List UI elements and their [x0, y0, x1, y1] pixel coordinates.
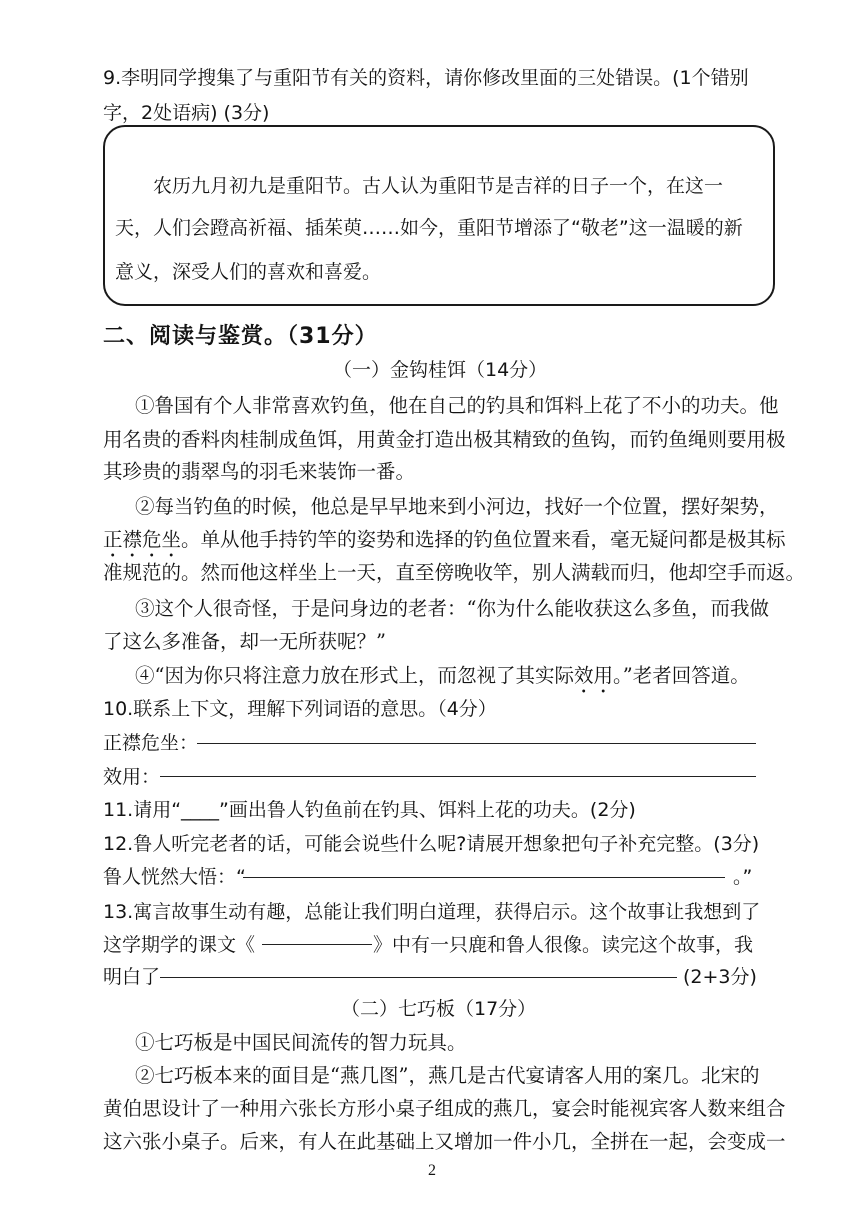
- q13-line-2-post: 》中有一只鹿和鲁人很像。读完这个故事，我: [373, 934, 754, 956]
- passage-1-title: （一）金钩桂饵（14分）: [333, 359, 548, 381]
- p2-emphasized-term: 正襟危坐: [103, 528, 182, 551]
- p2-2-line-1: ②七巧板本来的面目是“燕几图”，燕几是古代宴请客人用的案几。北宋的: [135, 1064, 760, 1087]
- q10-text: 10.联系上下文，理解下列词语的意思。（4分）: [103, 698, 497, 720]
- q12-answer-line[interactable]: [243, 877, 725, 878]
- page-number: 2: [428, 1162, 436, 1179]
- q10-answer-line-2[interactable]: [160, 776, 756, 777]
- box-line-3: 意义，深受人们的喜欢和喜爱。: [115, 261, 382, 283]
- q13-line-1: 13.寓言故事生动有趣，总能让我们明白道理，获得启示。这个故事让我想到了: [103, 901, 761, 923]
- q12-end: 。”: [733, 866, 753, 888]
- p3-line-2: 了这么多准备，却一无所获呢？”: [103, 630, 386, 653]
- box-line-2: 天，人们会蹬高祈福、插茱萸……如今，重阳节增添了“敬老”这一温暖的新: [115, 217, 743, 239]
- p1-line-2: 用名贵的香料肉桂制成鱼饵，用黄金打造出极其精致的鱼钩，而钓鱼绳则要用极: [103, 428, 786, 451]
- q13-answer-line[interactable]: [160, 977, 677, 978]
- q12-text: 12.鲁人听完老者的话，可能会说些什么呢?请展开想象把句子补充完整。(3分): [103, 833, 760, 855]
- box-line-1: 农历九月初九是重阳节。古人认为重阳节是吉祥的日子一个，在这一: [153, 175, 724, 197]
- q13-lesson-blank[interactable]: [262, 944, 372, 945]
- q12-lead: 鲁人恍然大悟：“: [103, 866, 246, 888]
- p2-line-1: ②每当钓鱼的时候，他总是早早地来到小河边，找好一个位置，摆好架势，: [135, 495, 779, 518]
- q10-term-2: 效用：: [103, 766, 161, 788]
- q9-line-2: 字，2处语病) (3分): [103, 102, 270, 124]
- q10-term-1: 正襟危坐：: [103, 732, 199, 754]
- section-2-title: 二、阅读与鉴赏。（31分）: [103, 324, 378, 349]
- p2-line-2-rest: 。单从他手持钓竿的姿势和选择的钓鱼位置来看，毫无疑问都是极其标: [181, 528, 786, 551]
- p4-line: [135, 660, 750, 698]
- passage-2-title: （二）七巧板（17分）: [341, 998, 537, 1020]
- p3-line-1: ③这个人很奇怪，于是问身边的老者：“你为什么能收获这么多鱼，而我做: [135, 597, 769, 620]
- p2-2-line-3: 这六张小桌子。后来，有人在此基础上又增加一件小几，全拼在一起，会变成一: [103, 1130, 786, 1153]
- p4-post: 。”老者回答道。: [613, 664, 750, 687]
- q13-line-3-pre: 明白了: [103, 966, 161, 988]
- q9-line-1: 9.李明同学搜集了与重阳节有关的资料，请你修改里面的三处错误。(1个错别: [103, 67, 749, 89]
- q11-text: 11.请用“____”画出鲁人钓鱼前在钓具、饵料上花的功夫。(2分): [103, 799, 636, 821]
- p2-line-3: 准规范的。然而他这样坐上一天，直至傍晚收竿，别人满载而归，他却空手而返。: [103, 561, 806, 584]
- p4-pre: ④“因为你只将注意力放在形式上，而忽视了其实际: [135, 664, 574, 687]
- q10-answer-line-1[interactable]: [197, 743, 756, 744]
- p1-line-1: ①鲁国有个人非常喜欢钓鱼，他在自己的钓具和饵料上花了不小的功夫。他: [135, 394, 779, 417]
- p1-line-3: 其珍贵的翡翠鸟的羽毛来装饰一番。: [103, 460, 416, 483]
- p2-1: ①七巧板是中国民间流传的智力玩具。: [135, 1031, 467, 1054]
- p4-emphasized-term: 效用: [573, 664, 613, 687]
- q13-score: (2+3分): [683, 966, 757, 988]
- p2-2-line-2: 黄伯思设计了一种用六张长方形小桌子组成的燕几，宴会时能视宾客人数来组合: [103, 1097, 786, 1120]
- q13-line-2-pre: 这学期学的课文《: [103, 934, 256, 956]
